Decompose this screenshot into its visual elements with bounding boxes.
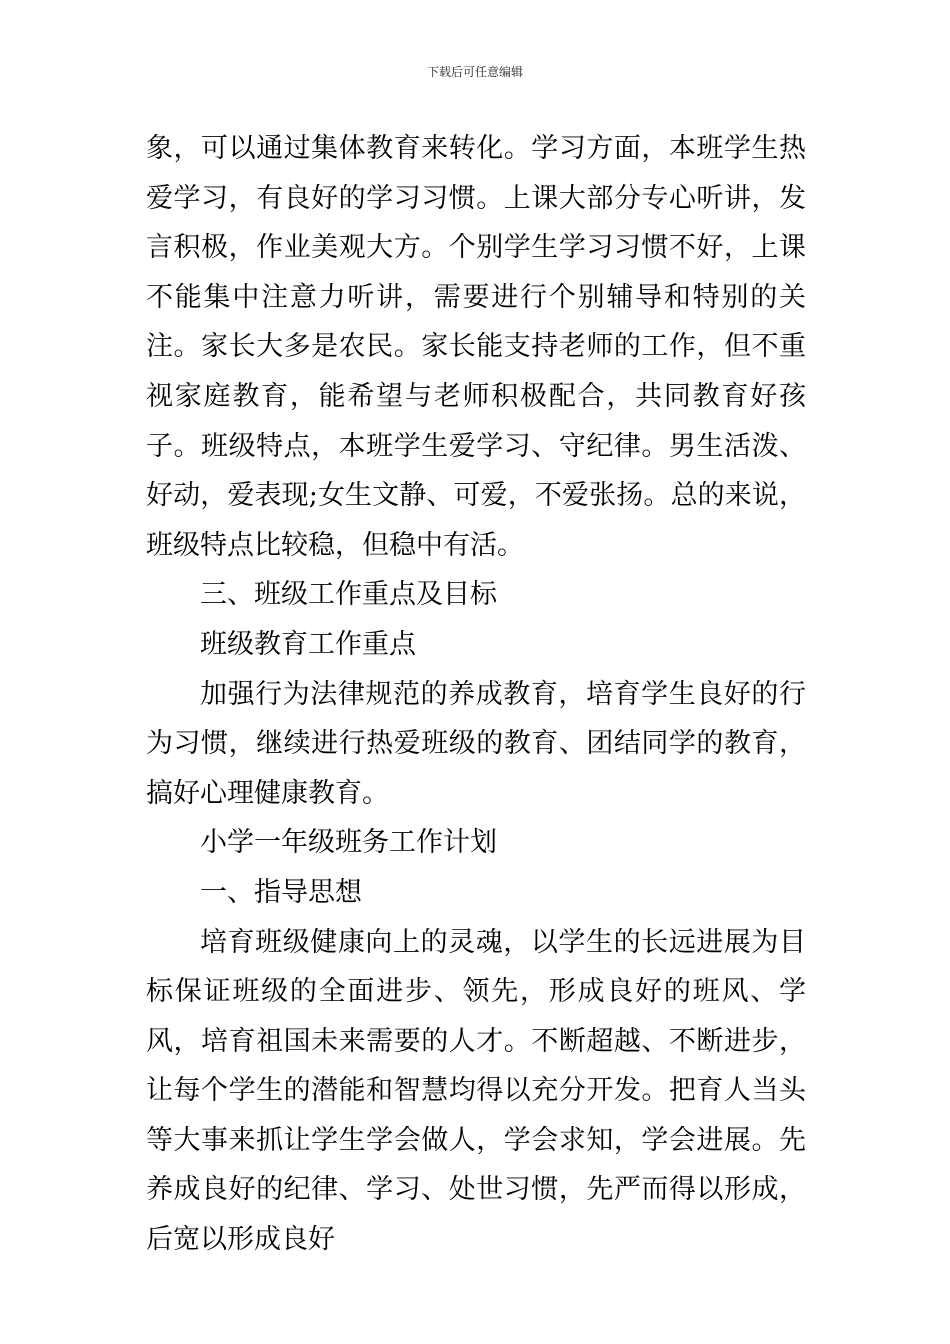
paragraph-education-focus: 加强行为法律规范的养成教育，培育学生良好的行为习惯，继续进行热爱班级的教育、团结同学的教育，搞好心理健康教育。 (146, 678, 806, 809)
paragraph-class-situation: 象，可以通过集体教育来转化。学习方面，本班学生热爱学习，有良好的学习习惯。上课大部分专心听讲，发言积极，作业美观大方。个别学生学习习惯不好，上课不能集中注意力听讲，需要进行个别辅导和特别的关注。家长大多是农民。家长能支持老师的工作，但不重视家庭教育，能希望与老师积极配合，共同教育好孩子。班级特点，本班学生爱学习、守纪律。男生活泼、好动，爱表现;女生文静、可爱，不爱张扬。总的来说，班级特点比较稳，但稳中有活。 (146, 133, 806, 561)
paragraph-guiding-idea: 培育班级健康向上的灵魂，以学生的长远进展为目标保证班级的全面进步、领先，形成良好的班风、学风，培育祖国未来需要的人才。不断超越、不断进步，让每个学生的潜能和智慧均得以充分开发。把育人当头等大事来抓让学生学会做人，学会求知，学会进展。先养成良好的纪律、学习、处世习惯，先严而得以形成，后宽以形成良好 (146, 926, 806, 1256)
section-heading-guiding-idea: 一、指导思想 (200, 876, 362, 908)
subheading-education-focus: 班级教育工作重点 (200, 628, 416, 660)
document-body (146, 124, 806, 1265)
document-title: 小学一年级班务工作计划 (200, 827, 497, 859)
page-header: 下载后可任意编辑 (426, 65, 523, 79)
section-heading-work-focus: 三、班级工作重点及目标 (200, 579, 497, 611)
